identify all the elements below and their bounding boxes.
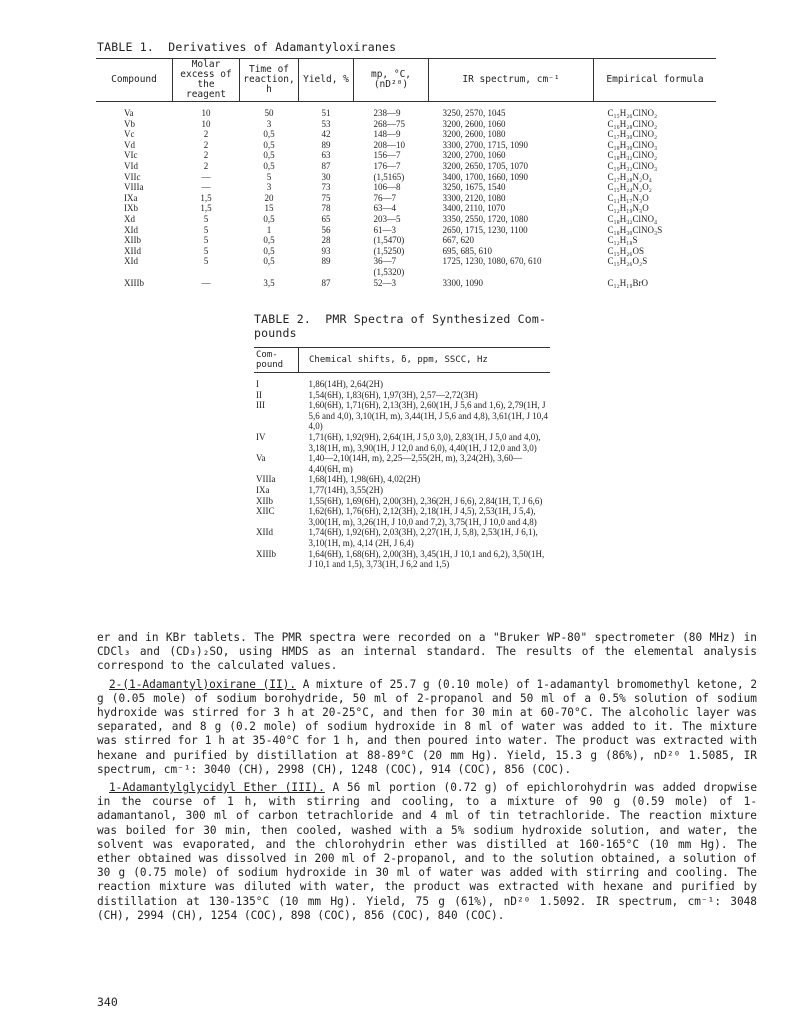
table1-cell: 51: [321, 108, 331, 118]
table1-cell: 0,5: [263, 160, 275, 171]
table2-cell: 1,54(6H), 1,83(6H), 1,97(3H), 2,57—2,72(3H): [308, 389, 478, 400]
table1-cell: 3250, 1675, 1540: [442, 182, 506, 193]
table1-cell: C₁₆H₂₈ClNO₂: [607, 118, 658, 129]
table2-row: [254, 474, 550, 485]
table1-cell: 15: [264, 203, 274, 214]
table1-cell: Vd: [124, 139, 135, 150]
table1: [96, 58, 716, 288]
table1-cell: 2: [203, 160, 209, 171]
table1-cell: (1,5470): [373, 235, 405, 246]
table1-body: [96, 102, 716, 289]
table1-cell: 75: [321, 192, 331, 203]
table1-row: [96, 102, 716, 119]
table2-row: [254, 453, 550, 474]
table1-cell: 73: [321, 182, 331, 193]
table1-cell: C₁₅H₂₄N₂O₂: [607, 182, 652, 193]
table1-row: [96, 182, 716, 193]
table1-cell: —: [201, 182, 211, 193]
table1-row: [96, 214, 716, 225]
table1-cell: (1,5250): [373, 245, 405, 256]
table1-cell: 5: [203, 245, 209, 256]
table1-cell: 5: [203, 213, 209, 224]
table1-cell: 65: [321, 213, 331, 224]
table1-cell: VIIIa: [124, 182, 144, 193]
table1-cell: 5: [203, 235, 209, 246]
table1-row: [96, 278, 716, 289]
table1-cell: 3200, 2600, 1060: [442, 118, 506, 129]
table2-cell: 1,64(6H), 1,68(6H), 2,00(3H), 3,45(1H, J 10,1 and 6,2), 3,50(1H, J 10,1 and 1,5), 3,73(1H, J 6,2 and 1,5): [308, 548, 545, 570]
table1-cell: —: [201, 171, 211, 182]
table1-cell: [173, 267, 240, 278]
table2-row: [254, 390, 550, 401]
table1-cell: 5: [266, 171, 272, 182]
table1-cell: 2650, 1715, 1230, 1100: [442, 224, 528, 235]
table2-header-compound: Com-pound: [254, 348, 299, 373]
table1-row: [96, 119, 716, 130]
table2-row: [254, 496, 550, 507]
table1-cell: C₁₈H₃₂ClNO₂: [607, 150, 658, 161]
table1-row: [96, 235, 716, 246]
table2-cell: Va: [256, 453, 266, 464]
table1-cell: VIIc: [124, 171, 141, 182]
paragraph-III-text: A 56 ml portion (0.72 g) of epichlorohydrin was added dropwise in the course of 1 h, with stirring and cooling, to a mixture of 90 g (0.59 mole) of 1-adamantanol, 300 ml of carbon tetrachloride and 4 ml of tin tetrachloride. The reaction mixture was boiled for 30 min, then cooled, washed with a 5% sodium hydroxide solution, and water, the solvent was evaporated, and the chlorohydrin ether was distilled at 160-165°C (10 mm Hg). The ether obtained was dissolved in 200 ml of 2-propanol, and to the solution obtained, a solution of 30 g (0.75 mole) of sodium hydroxide in 30 ml of water was added with stirring and cooling. The reaction mixture was diluted with water, the product was extracted with hexane and purified by distillation at 130-135°C (10 mm Hg). Yield, 75 g (61%), nD²⁰ 1.5092. IR spectrum, cm⁻¹: 3048 (CH), 2994 (CH), 1254 (COC), 898 (COC), 856 (COC), 840 (COC).: [97, 781, 757, 922]
table1-cell: [594, 267, 717, 278]
table1-cell: C₁₂H₁₉N₃O: [607, 203, 649, 214]
table1-cell: 10: [201, 118, 211, 129]
table1-header-compound: Compound: [96, 59, 173, 102]
table2-row: [254, 527, 550, 548]
table1-header-time: Time of reaction, h: [240, 59, 299, 102]
table1-header-ir: IR spectrum, cm⁻¹: [429, 59, 594, 102]
table1-cell: 50: [264, 108, 274, 118]
table1-cell: 5: [203, 224, 209, 235]
table1-header-formula: Empirical formula: [594, 59, 717, 102]
table1-row: [96, 225, 716, 236]
table1-row: [96, 150, 716, 161]
paragraph-continuation: er and in KBr tablets. The PMR spectra were recorded on a "Bruker WP-80" spectrometer (80 MHz) in CDCl₃ and (CD₃)₂SO, using HMDS as an internal standard. The results of the elemental analysis correspond to the calculated values.: [97, 631, 757, 673]
table1-cell: 0,5: [263, 256, 275, 267]
body-text: [97, 631, 757, 927]
table1-cell: 238—9: [373, 108, 401, 118]
table1-cell: 3250, 2570, 1045: [442, 108, 506, 118]
table2-cell: XIId: [256, 527, 273, 538]
table1-cell: 5: [203, 256, 209, 267]
table2-cell: 1,71(6H), 1,92(9H), 2,64(1H, J 5,0 3,0), 2,83(1H, J 5,0 and 4,0), 3,18(1H, m), 3,90(1H, J 12,0 and 6,0), 4,40(1H, J 12,0 and 3,0): [308, 431, 541, 453]
table1-cell: IXa: [124, 192, 138, 203]
table1-cell: 52—3: [373, 277, 396, 288]
table1-cell: VId: [124, 160, 138, 171]
table2-cell: 1,68(14H), 1,98(6H), 4,02(2H): [308, 474, 421, 485]
table1-cell: 87: [321, 277, 331, 288]
table2-caption-line1: TABLE 2. PMR Spectra of Synthesized Com-: [254, 312, 547, 326]
table1-cell: 667, 620: [442, 235, 474, 246]
table2-caption-line2: pounds: [254, 326, 297, 340]
table1-cell: 3: [266, 182, 272, 193]
table1-cell: 93: [321, 245, 331, 256]
table1-cell: C₁₈H₃₂ClNO₄: [607, 213, 658, 224]
table2-cell: 1,74(6H), 1,92(6H), 2,03(3H), 2,27(1H, J, 5,8), 2,53(1H, J 6,1), 3,10(1H, m), 4,14 (2H, J 6,4): [308, 527, 538, 548]
table2-row: [254, 373, 550, 390]
table1-cell: [429, 267, 594, 278]
section-title-III: 1-Adamantylglycidyl Ether (III).: [109, 781, 325, 795]
paragraph-II-text: A mixture of 25.7 g (0.10 mole) of 1-adamantyl bromomethyl ketone, 2 g (0.05 mole) of sodium borohydride, 50 ml of 2-propanol and 50 ml of a 0.5% solution of sodium hydroxide was stirred for 3 h at 20-25°C, and then for 30 min at 60-70°C. The alcoholic layer was separated, and 8 g (0.2 mole) of sodium hydroxide in 8 ml of water was added to it. The mixture was stirred for 1 h at 35-40°C for 1 h, and then poured into water. The product was extracted with hexane and purified by distillation at 88-89°C (20 mm Hg). Yield, 15.3 g (86%), nD²⁰ 1.5085, IR spectrum, cm⁻¹: 3040 (CH), 2998 (CH), 1248 (COC), 914 (COC), 856 (COC).: [97, 677, 757, 776]
table2-header-shifts: Chemical shifts, δ, ppm, SSCC, Hz: [299, 348, 551, 373]
table1-cell: 3200, 2600, 1080: [442, 129, 506, 140]
table1-cell: 76—7: [373, 192, 396, 203]
table1-cell: 87: [321, 160, 331, 171]
table1-cell: C₁₅H₂₆O₂S: [607, 256, 648, 267]
table1-cell: 53: [321, 118, 331, 129]
table1-cell: [240, 267, 299, 278]
table1-cell: XIIb: [124, 235, 141, 246]
table1-cell: 148—9: [373, 129, 401, 140]
table1-cell: 63—4: [373, 203, 396, 214]
table2-cell: I: [256, 379, 259, 389]
table1-cell: 3200, 2650, 1705, 1070: [442, 160, 528, 171]
table2-cell: IXa: [256, 484, 270, 495]
table1-cell: VIc: [124, 150, 138, 161]
table1-cell: 0,5: [263, 150, 275, 161]
table2-cell: IV: [256, 431, 266, 442]
table1-cell: XIIIb: [124, 277, 144, 288]
table1-cell: 3,5: [263, 277, 275, 288]
table1-cell: C₁₂H₁₈S: [607, 235, 638, 246]
table1-cell: (1,5165): [373, 171, 405, 182]
table2-cell: 1,55(6H), 1,69(6H), 2,00(3H), 2,36(2H, J 6,6), 2,84(1H, T, J 6,6): [308, 495, 543, 506]
table1-cell: IXb: [124, 203, 138, 214]
page-number: 340: [97, 995, 118, 1009]
paragraph-compound-III: [97, 781, 757, 923]
table1-header-row: [96, 59, 716, 102]
table1-cell: Vb: [124, 118, 135, 129]
table1-cell: 0,5: [263, 213, 275, 224]
table1-cell: C₁₁H₁₇N₃O: [607, 192, 649, 203]
table1-cell: Va: [124, 108, 134, 118]
table2-row: [254, 506, 550, 527]
paragraph-compound-II: [97, 678, 757, 777]
table1-header-mp: mp, °C, (nD²⁰): [354, 59, 429, 102]
table1-cell: [299, 267, 354, 278]
table2-header-row: [254, 348, 550, 373]
table2-cell: 1,40—2,10(14H, m), 2,25—2,55(2H, m), 3,24(2H), 3,60—4,40(6H, m): [308, 453, 522, 474]
table2-cell: 1,60(6H), 1,71(6H), 2,13(3H), 2,60(1H, J 5,6 and 1,6), 2,79(1H, J 5,6 and 4,0), 3,10(1H, m), 3,44(1H, J 5,6 and 4,8), 3,61(1H, J 10,4 4,0): [308, 400, 548, 432]
table1-cell: C₁₇H₂₈N₂O₄: [607, 171, 652, 182]
table1-cell: 2: [203, 150, 209, 161]
table1-cell: 176—7: [373, 160, 401, 171]
table1-cell: 30: [321, 171, 331, 182]
table1-cell: 2: [203, 129, 209, 140]
table1-cell: C₁₇H₃₀ClNO₂: [607, 129, 658, 140]
table1-cell: 89: [321, 256, 331, 267]
table1-header-yield: Yield, %: [299, 59, 354, 102]
table1-cell: 28: [321, 235, 331, 246]
table1-cell: 106—8: [373, 182, 401, 193]
table1-cell: 3400, 2110, 1070: [442, 203, 506, 214]
table1-cell: 56: [321, 224, 331, 235]
table2-body: [254, 373, 550, 570]
table1-cell: (1,5320): [373, 266, 405, 277]
table2-cell: 1,86(14H), 2,64(2H): [308, 379, 383, 389]
table1-cell: 0,5: [263, 235, 275, 246]
table1-cell: 89: [321, 139, 331, 150]
table1-row: [96, 203, 716, 214]
table1-cell: 268—75: [373, 118, 405, 129]
table2-row: [254, 432, 550, 453]
table1-cell: 2: [203, 139, 209, 150]
table2-cell: II: [256, 389, 262, 400]
table1-cell: XId: [124, 224, 138, 235]
table1-header-molar-excess: Molar excess of the reagent: [173, 59, 240, 102]
table2-cell: VIIIa: [256, 474, 276, 485]
table1-cell: 3400, 1700, 1660, 1090: [442, 171, 528, 182]
table1-cell: 3300, 2120, 1080: [442, 192, 506, 203]
table1-cell: 695, 685, 610: [442, 245, 492, 256]
table1-cell: 20: [264, 192, 274, 203]
table1-cell: 36—7: [373, 256, 396, 267]
table1-row: [96, 161, 716, 172]
table1-cell: XId: [124, 256, 138, 267]
table2-row: [254, 400, 550, 432]
table1-cell: 78: [321, 203, 331, 214]
table2-cell: XIIIb: [256, 548, 276, 559]
table1-row: [96, 267, 716, 278]
table2-cell: III: [256, 400, 265, 411]
table1-cell: 0,5: [263, 129, 275, 140]
table1-cell: 61—3: [373, 224, 396, 235]
table1-cell: C₁₉H₃₂ClNO₃: [607, 160, 658, 171]
table1-cell: 1: [266, 224, 272, 235]
section-title-II: 2-(1-Adamantyl)oxirane (II).: [109, 677, 297, 691]
table1-cell: C₁₈H₃₀ClNO₃: [607, 139, 658, 150]
table1-cell: [96, 267, 173, 278]
table2-row: [254, 549, 550, 570]
table1-cell: C₁₂H₁₉BrO: [607, 277, 649, 288]
table1-caption: TABLE 1. Derivatives of Adamantyloxiranes: [97, 40, 397, 54]
table1-cell: 203—5: [373, 213, 401, 224]
table2: [254, 347, 550, 570]
table1-row: [96, 172, 716, 183]
table1-row: [96, 140, 716, 151]
table1-cell: 0,5: [263, 245, 275, 256]
table1-cell: 10: [201, 108, 211, 118]
table1-cell: C₁₅H₂₆ClNO₂: [607, 108, 658, 118]
table2-cell: 1,62(6H), 1,76(6H), 2,12(3H), 2,18(1H, J 4,5), 2,53(1H, J 5,4), 3,00(1H, m), 3,26(1H, J 10,0 and 7,2), 3,75(1H, J 10,0 and 4,8): [308, 506, 537, 527]
table1-cell: 1,5: [200, 192, 212, 203]
table1-cell: 3200, 2700, 1060: [442, 150, 506, 161]
table1-cell: —: [201, 277, 211, 288]
table1-cell: 156—7: [373, 150, 401, 161]
table1-cell: 42: [321, 129, 331, 140]
table1-cell: 3: [266, 118, 272, 129]
table2-cell: 1,77(14H), 3,55(2H): [308, 484, 383, 495]
table2-cell: XIIC: [256, 506, 275, 517]
table2-cell: XIIb: [256, 495, 273, 506]
table1-row: [96, 256, 716, 267]
table1-cell: 63: [321, 150, 331, 161]
table1-cell: 3350, 2550, 1720, 1080: [442, 213, 528, 224]
table1-row: [96, 246, 716, 257]
table1-row: [96, 193, 716, 204]
table1-row: [96, 129, 716, 140]
table1-cell: 1725, 1230, 1080, 670, 610: [442, 256, 542, 267]
table1-cell: Xd: [124, 213, 135, 224]
table2-row: [254, 485, 550, 496]
table1-cell: Vc: [124, 129, 135, 140]
table1-cell: 3300, 2700, 1715, 1090: [442, 139, 528, 150]
table1-cell: 3300, 1090: [442, 277, 483, 288]
table1-cell: XIId: [124, 245, 141, 256]
table1-cell: 1,5: [200, 203, 212, 214]
table1-cell: 0,5: [263, 139, 275, 150]
table1-cell: C₁₅H₂₆OS: [607, 245, 645, 256]
table1-cell: C₁₈H₃₀ClNO₃S: [607, 224, 663, 235]
table1-cell: 208—10: [373, 139, 405, 150]
